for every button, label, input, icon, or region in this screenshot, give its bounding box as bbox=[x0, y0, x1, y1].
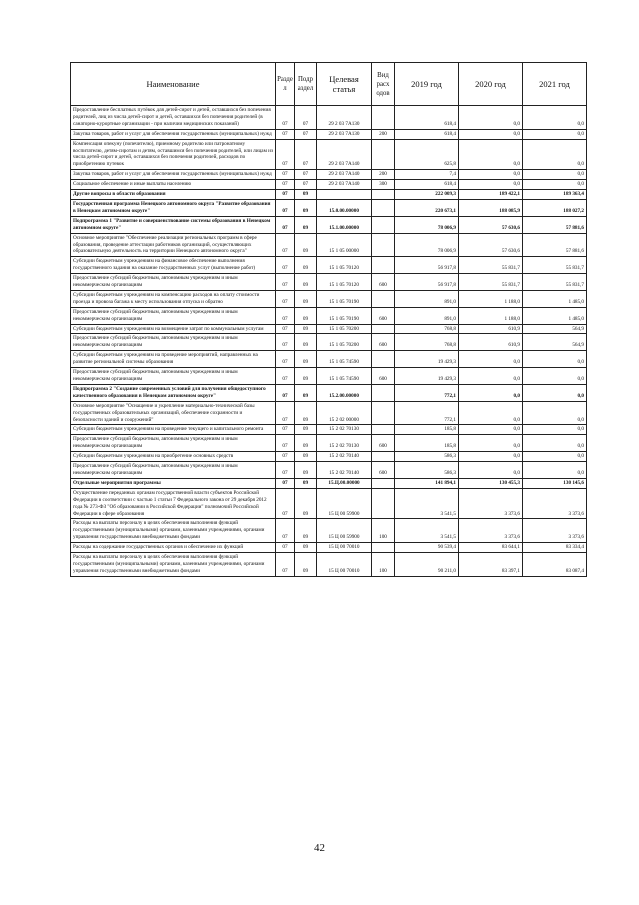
cell-podrazdel: 09 bbox=[295, 384, 317, 401]
cell-name: Основное мероприятие "Обеспечение реализации региональных программ в сфере образования, проведение аттестации работников организаций, осуществляющих образовательную деятельность на территории Ненецкого автономного округа" bbox=[71, 233, 276, 257]
cell-expense-type: 600 bbox=[372, 435, 395, 452]
cell-year-2019: 78 006,9 bbox=[395, 216, 459, 233]
table-row bbox=[71, 129, 587, 139]
cell-razdel: 07 bbox=[276, 106, 295, 130]
cell-target-article: 15 1 05 74590 bbox=[317, 351, 372, 368]
cell-year-2019: 772,1 bbox=[395, 384, 459, 401]
cell-target-article: 29 2 03 7А140 bbox=[317, 139, 372, 170]
cell-name: Расходы на содержание государственных органов и обеспечение их функций bbox=[71, 543, 276, 553]
header-year-2020: 2020 год bbox=[459, 63, 523, 106]
cell-razdel: 07 bbox=[276, 425, 295, 435]
cell-year-2021: 83 334,4 bbox=[523, 543, 587, 553]
cell-podrazdel: 09 bbox=[295, 190, 317, 200]
cell-year-2019: 891,0 bbox=[395, 290, 459, 307]
cell-podrazdel: 09 bbox=[295, 307, 317, 324]
cell-name: Субсидии бюджетным учреждениям на финансовое обеспечение выполнения государственного задания на оказание государственных услуг (выполнение работ) bbox=[71, 257, 276, 274]
cell-target-article: 15 2 02 70140 bbox=[317, 462, 372, 479]
cell-year-2019: 220 673,1 bbox=[395, 199, 459, 216]
table-row bbox=[71, 462, 587, 479]
header-year-2019: 2019 год bbox=[395, 63, 459, 106]
cell-expense-type bbox=[372, 106, 395, 130]
cell-razdel: 07 bbox=[276, 190, 295, 200]
cell-year-2021: 0,0 bbox=[523, 180, 587, 190]
cell-year-2021: 0,0 bbox=[523, 129, 587, 139]
cell-target-article: 15.0.00.00000 bbox=[317, 199, 372, 216]
cell-expense-type: 100 bbox=[372, 519, 395, 543]
cell-target-article: 15 1 05 70190 bbox=[317, 307, 372, 324]
cell-year-2020: 0,0 bbox=[459, 106, 523, 130]
cell-expense-type bbox=[372, 290, 395, 307]
cell-year-2021: 189 363,4 bbox=[523, 190, 587, 200]
cell-year-2020: 83 397,1 bbox=[459, 553, 523, 577]
cell-podrazdel: 09 bbox=[295, 351, 317, 368]
cell-podrazdel: 09 bbox=[295, 543, 317, 553]
cell-year-2020: 55 831,7 bbox=[459, 257, 523, 274]
cell-expense-type: 200 bbox=[372, 129, 395, 139]
cell-year-2019: 891,0 bbox=[395, 307, 459, 324]
cell-podrazdel: 09 bbox=[295, 462, 317, 479]
cell-razdel: 07 bbox=[276, 199, 295, 216]
cell-podrazdel: 09 bbox=[295, 290, 317, 307]
cell-expense-type: 600 bbox=[372, 274, 395, 291]
cell-year-2021: 0,0 bbox=[523, 384, 587, 401]
cell-year-2019: 185,8 bbox=[395, 435, 459, 452]
table-row bbox=[71, 543, 587, 553]
table-row bbox=[71, 307, 587, 324]
cell-year-2021: 55 831,7 bbox=[523, 257, 587, 274]
table-row bbox=[71, 180, 587, 190]
cell-target-article: 15 Ц 00 59900 bbox=[317, 519, 372, 543]
cell-year-2019: 222 009,3 bbox=[395, 190, 459, 200]
cell-podrazdel: 07 bbox=[295, 170, 317, 180]
table-row bbox=[71, 106, 587, 130]
cell-year-2021: 57 881,6 bbox=[523, 233, 587, 257]
cell-year-2019: 7,4 bbox=[395, 170, 459, 180]
cell-year-2021: 55 831,7 bbox=[523, 274, 587, 291]
cell-year-2020: 83 644,1 bbox=[459, 543, 523, 553]
cell-razdel: 07 bbox=[276, 351, 295, 368]
cell-target-article: 15 2 02 00000 bbox=[317, 401, 372, 425]
cell-podrazdel: 07 bbox=[295, 180, 317, 190]
table-row bbox=[71, 216, 587, 233]
cell-razdel: 07 bbox=[276, 216, 295, 233]
cell-name: Осуществление переданных органам государственной власти субъектов Российской Федерации в соответствии с частью 1 статьи 7 Федерального закона от 29 декабря 2012 года № 273-ФЗ "Об образовании в Российской Федерации" полномочий Российской Федерации в сфере образования bbox=[71, 488, 276, 519]
cell-name: Предоставление субсидий бюджетным, автономным учреждениям и иным некоммерческим организациям bbox=[71, 435, 276, 452]
cell-year-2019: 618,4 bbox=[395, 106, 459, 130]
cell-year-2021: 130 145,6 bbox=[523, 478, 587, 488]
cell-razdel: 07 bbox=[276, 180, 295, 190]
cell-name: Подпрограмма 1 "Развитие и совершенствование системы образования в Ненецком автономном округе" bbox=[71, 216, 276, 233]
cell-expense-type bbox=[372, 401, 395, 425]
cell-target-article: 15 2 02 70130 bbox=[317, 425, 372, 435]
cell-year-2020: 130 455,3 bbox=[459, 478, 523, 488]
cell-year-2020: 0,0 bbox=[459, 170, 523, 180]
cell-year-2020: 0,0 bbox=[459, 180, 523, 190]
cell-year-2019: 56 917,8 bbox=[395, 257, 459, 274]
table-row bbox=[71, 334, 587, 351]
cell-expense-type: 600 bbox=[372, 307, 395, 324]
cell-year-2020: 0,0 bbox=[459, 435, 523, 452]
cell-expense-type bbox=[372, 384, 395, 401]
cell-name: Расходы на выплаты персоналу в целях обеспечения выполнения функций государственными (муниципальными) органами, казенными учреждениями, органами управления государственными внебюджетными фондами bbox=[71, 519, 276, 543]
cell-expense-type: 100 bbox=[372, 553, 395, 577]
cell-year-2019: 3 541,5 bbox=[395, 519, 459, 543]
cell-year-2021: 564,9 bbox=[523, 324, 587, 334]
cell-name: Субсидии бюджетным учреждениям на проведение текущего и капитального ремонта bbox=[71, 425, 276, 435]
cell-razdel: 07 bbox=[276, 129, 295, 139]
cell-year-2020: 3 373,6 bbox=[459, 519, 523, 543]
cell-name: Расходы на выплаты персоналу в целях обеспечения выполнения функций государственными (муниципальными) органами, казенными учреждениями, органами управления государственными внебюджетными фондами bbox=[71, 553, 276, 577]
header-razdel: Разде л bbox=[276, 63, 295, 106]
cell-name: Субсидии бюджетным учреждениям на приобретение основных средств bbox=[71, 452, 276, 462]
cell-expense-type bbox=[372, 233, 395, 257]
cell-year-2020: 55 831,7 bbox=[459, 274, 523, 291]
cell-year-2020: 0,0 bbox=[459, 129, 523, 139]
cell-name: Предоставление субсидий бюджетным, автономным учреждениям и иным некоммерческим организациям bbox=[71, 274, 276, 291]
cell-year-2020: 0,0 bbox=[459, 462, 523, 479]
cell-target-article: 29 2 03 7А140 bbox=[317, 180, 372, 190]
cell-podrazdel: 09 bbox=[295, 334, 317, 351]
cell-year-2021: 3 373,6 bbox=[523, 488, 587, 519]
cell-podrazdel: 09 bbox=[295, 435, 317, 452]
cell-year-2019: 185,8 bbox=[395, 425, 459, 435]
cell-razdel: 07 bbox=[276, 543, 295, 553]
cell-year-2020: 57 630,6 bbox=[459, 216, 523, 233]
cell-year-2020: 3 373,6 bbox=[459, 488, 523, 519]
cell-year-2019: 19 429,3 bbox=[395, 368, 459, 385]
budget-table bbox=[70, 62, 587, 577]
cell-podrazdel: 09 bbox=[295, 425, 317, 435]
cell-razdel: 07 bbox=[276, 257, 295, 274]
table-row bbox=[71, 553, 587, 577]
cell-year-2021: 0,0 bbox=[523, 106, 587, 130]
cell-podrazdel: 07 bbox=[295, 139, 317, 170]
cell-name: Другие вопросы в области образования bbox=[71, 190, 276, 200]
budget-document bbox=[70, 62, 586, 577]
header-expense-type: Вид расх одов bbox=[372, 63, 395, 106]
cell-expense-type: 300 bbox=[372, 180, 395, 190]
cell-year-2019: 586,3 bbox=[395, 452, 459, 462]
table-row bbox=[71, 324, 587, 334]
cell-year-2021: 57 881,6 bbox=[523, 216, 587, 233]
table-row bbox=[71, 435, 587, 452]
cell-year-2020: 0,0 bbox=[459, 368, 523, 385]
cell-razdel: 07 bbox=[276, 233, 295, 257]
cell-name: Государственная программа Ненецкого автономного округа "Развитие образования в Ненецком автономном округе" bbox=[71, 199, 276, 216]
cell-name: Социальное обеспечение и иные выплаты населению bbox=[71, 180, 276, 190]
cell-razdel: 07 bbox=[276, 368, 295, 385]
cell-podrazdel: 09 bbox=[295, 519, 317, 543]
cell-year-2021: 1 485,0 bbox=[523, 307, 587, 324]
cell-name: Субсидии бюджетным учреждениям на проведение мероприятий, направленных на развитие региональной системы образования bbox=[71, 351, 276, 368]
cell-target-article: 15 Ц 00 70010 bbox=[317, 553, 372, 577]
cell-year-2021: 3 373,6 bbox=[523, 519, 587, 543]
cell-year-2019: 768,8 bbox=[395, 324, 459, 334]
cell-name: Субсидии бюджетным учреждениям на возмещение затрат по коммунальным услугам bbox=[71, 324, 276, 334]
cell-year-2020: 0,0 bbox=[459, 139, 523, 170]
cell-name: Субсидии бюджетным учреждениям на компенсацию расходов на оплату стоимости проезда и провоза багажа к месту использования отпуска и обратно bbox=[71, 290, 276, 307]
cell-podrazdel: 09 bbox=[295, 216, 317, 233]
cell-expense-type bbox=[372, 351, 395, 368]
cell-expense-type bbox=[372, 543, 395, 553]
table-row bbox=[71, 257, 587, 274]
cell-year-2019: 90 539,4 bbox=[395, 543, 459, 553]
cell-expense-type bbox=[372, 488, 395, 519]
cell-target-article: 29 2 03 7А140 bbox=[317, 170, 372, 180]
cell-year-2020: 1 188,0 bbox=[459, 290, 523, 307]
cell-year-2020: 0,0 bbox=[459, 401, 523, 425]
cell-year-2020: 189 422,1 bbox=[459, 190, 523, 200]
cell-podrazdel: 09 bbox=[295, 553, 317, 577]
table-row bbox=[71, 351, 587, 368]
cell-year-2019: 19 429,3 bbox=[395, 351, 459, 368]
cell-year-2021: 1 485,0 bbox=[523, 290, 587, 307]
table-row bbox=[71, 139, 587, 170]
cell-year-2019: 618,4 bbox=[395, 129, 459, 139]
cell-name: Закупка товаров, работ и услуг для обеспечения государственных (муниципальных) нужд bbox=[71, 129, 276, 139]
cell-year-2020: 57 630,6 bbox=[459, 233, 523, 257]
cell-target-article: 15 1 05 70200 bbox=[317, 334, 372, 351]
cell-target-article: 15 Ц 00 59900 bbox=[317, 488, 372, 519]
cell-razdel: 07 bbox=[276, 452, 295, 462]
cell-year-2021: 564,9 bbox=[523, 334, 587, 351]
cell-expense-type bbox=[372, 324, 395, 334]
cell-year-2019: 56 917,8 bbox=[395, 274, 459, 291]
header-year-2021: 2021 год bbox=[523, 63, 587, 106]
cell-target-article: 15 2 02 70140 bbox=[317, 452, 372, 462]
cell-razdel: 07 bbox=[276, 290, 295, 307]
cell-year-2021: 0,0 bbox=[523, 170, 587, 180]
cell-podrazdel: 09 bbox=[295, 324, 317, 334]
cell-expense-type bbox=[372, 425, 395, 435]
cell-name: Компенсация опекуну (попечителю), приемному родителю или патронатному воспитателю, детям-сиротам и детям, оставшимся без попечения родителей, или лицам из числа детей-сирот и детей, оставшихся без попечения родителей, расходов по приобретению путевок bbox=[71, 139, 276, 170]
cell-razdel: 07 bbox=[276, 462, 295, 479]
table-row bbox=[71, 170, 587, 180]
cell-razdel: 07 bbox=[276, 307, 295, 324]
cell-year-2020: 610,9 bbox=[459, 334, 523, 351]
cell-target-article: 15 1 05 00000 bbox=[317, 233, 372, 257]
cell-razdel: 07 bbox=[276, 519, 295, 543]
table-header-row bbox=[71, 63, 587, 106]
cell-target-article: 15 Ц 00 70010 bbox=[317, 543, 372, 553]
cell-target-article: 15 1 05 70190 bbox=[317, 290, 372, 307]
cell-year-2021: 188 027,2 bbox=[523, 199, 587, 216]
cell-expense-type bbox=[372, 478, 395, 488]
cell-razdel: 07 bbox=[276, 401, 295, 425]
cell-year-2021: 0,0 bbox=[523, 401, 587, 425]
cell-target-article: 15 1 05 70120 bbox=[317, 274, 372, 291]
cell-target-article bbox=[317, 190, 372, 200]
cell-year-2019: 141 894,1 bbox=[395, 478, 459, 488]
cell-target-article: 15 1 05 70120 bbox=[317, 257, 372, 274]
cell-podrazdel: 09 bbox=[295, 199, 317, 216]
cell-expense-type: 600 bbox=[372, 334, 395, 351]
cell-razdel: 07 bbox=[276, 384, 295, 401]
cell-name: Предоставление субсидий бюджетным, автономным учреждениям и иным некоммерческим организациям bbox=[71, 462, 276, 479]
cell-razdel: 07 bbox=[276, 324, 295, 334]
cell-razdel: 07 bbox=[276, 139, 295, 170]
table-row bbox=[71, 452, 587, 462]
cell-podrazdel: 09 bbox=[295, 257, 317, 274]
cell-year-2019: 625,8 bbox=[395, 139, 459, 170]
cell-year-2020: 0,0 bbox=[459, 425, 523, 435]
cell-razdel: 07 bbox=[276, 435, 295, 452]
cell-year-2021: 0,0 bbox=[523, 462, 587, 479]
cell-year-2021: 0,0 bbox=[523, 435, 587, 452]
table-row bbox=[71, 199, 587, 216]
cell-expense-type: 600 bbox=[372, 462, 395, 479]
table-row bbox=[71, 488, 587, 519]
cell-year-2019: 78 006,9 bbox=[395, 233, 459, 257]
cell-podrazdel: 09 bbox=[295, 274, 317, 291]
cell-target-article: 15 2 02 70130 bbox=[317, 435, 372, 452]
cell-podrazdel: 07 bbox=[295, 106, 317, 130]
cell-target-article: 15.1.00.00000 bbox=[317, 216, 372, 233]
cell-year-2021: 0,0 bbox=[523, 139, 587, 170]
cell-year-2020: 0,0 bbox=[459, 384, 523, 401]
cell-razdel: 07 bbox=[276, 274, 295, 291]
cell-year-2020: 610,9 bbox=[459, 324, 523, 334]
cell-year-2020: 1 188,0 bbox=[459, 307, 523, 324]
cell-year-2019: 90 211,0 bbox=[395, 553, 459, 577]
cell-razdel: 07 bbox=[276, 488, 295, 519]
cell-year-2019: 618,4 bbox=[395, 180, 459, 190]
cell-year-2021: 0,0 bbox=[523, 425, 587, 435]
table-row bbox=[71, 290, 587, 307]
cell-podrazdel: 09 bbox=[295, 233, 317, 257]
cell-target-article: 15 1 05 70200 bbox=[317, 324, 372, 334]
cell-name: Основное мероприятие "Оснащение и укрепление материально-технической базы государственных образовательных организаций, обеспечение сохранности и безопасности зданий и сооружений" bbox=[71, 401, 276, 425]
table-row bbox=[71, 190, 587, 200]
cell-expense-type bbox=[372, 199, 395, 216]
header-name: Наименование bbox=[71, 63, 276, 106]
cell-razdel: 07 bbox=[276, 170, 295, 180]
table-row bbox=[71, 274, 587, 291]
cell-razdel: 07 bbox=[276, 334, 295, 351]
cell-expense-type: 200 bbox=[372, 170, 395, 180]
table-body bbox=[71, 106, 587, 577]
cell-year-2019: 768,8 bbox=[395, 334, 459, 351]
page-number: 42 bbox=[314, 842, 325, 854]
cell-expense-type: 600 bbox=[372, 368, 395, 385]
cell-year-2019: 586,3 bbox=[395, 462, 459, 479]
cell-podrazdel: 09 bbox=[295, 488, 317, 519]
table-row bbox=[71, 401, 587, 425]
cell-podrazdel: 07 bbox=[295, 129, 317, 139]
cell-target-article: 29 2 03 7А130 bbox=[317, 106, 372, 130]
table-row bbox=[71, 233, 587, 257]
cell-target-article: 29 2 03 7А130 bbox=[317, 129, 372, 139]
table-row bbox=[71, 519, 587, 543]
cell-name: Закупка товаров, работ и услуг для обеспечения государственных (муниципальных) нужд bbox=[71, 170, 276, 180]
cell-expense-type bbox=[372, 452, 395, 462]
table-row bbox=[71, 384, 587, 401]
table-row bbox=[71, 368, 587, 385]
cell-podrazdel: 09 bbox=[295, 478, 317, 488]
cell-year-2021: 83 087,4 bbox=[523, 553, 587, 577]
cell-name: Предоставление субсидий бюджетным, автономным учреждениям и иным некоммерческим организациям bbox=[71, 307, 276, 324]
table-row bbox=[71, 478, 587, 488]
cell-year-2019: 3 541,5 bbox=[395, 488, 459, 519]
cell-year-2021: 0,0 bbox=[523, 351, 587, 368]
cell-name: Предоставление субсидий бюджетным, автономным учреждениям и иным некоммерческим организациям bbox=[71, 334, 276, 351]
cell-podrazdel: 09 bbox=[295, 368, 317, 385]
header-target-article: Целевая статья bbox=[317, 63, 372, 106]
cell-podrazdel: 09 bbox=[295, 452, 317, 462]
cell-razdel: 07 bbox=[276, 553, 295, 577]
cell-name: Предоставление субсидий бюджетным, автономным учреждениям и иным некоммерческим организациям bbox=[71, 368, 276, 385]
cell-year-2020: 0,0 bbox=[459, 452, 523, 462]
cell-razdel: 07 bbox=[276, 478, 295, 488]
cell-expense-type bbox=[372, 216, 395, 233]
header-podrazdel: Подр аздел bbox=[295, 63, 317, 106]
cell-podrazdel: 09 bbox=[295, 401, 317, 425]
cell-name: Отдельные мероприятия программы bbox=[71, 478, 276, 488]
cell-expense-type bbox=[372, 190, 395, 200]
cell-target-article: 15.Ц.00.00000 bbox=[317, 478, 372, 488]
cell-expense-type bbox=[372, 257, 395, 274]
cell-target-article: 15 1 05 74590 bbox=[317, 368, 372, 385]
cell-expense-type bbox=[372, 139, 395, 170]
cell-name: Предоставление бесплатных путёвок для детей-сирот и детей, оставшихся без попечения родителей, лиц из числа детей-сирот и детей, оставшихся без попечения родителей (в санаторно-курортные организации - при наличии медицинских показаний) bbox=[71, 106, 276, 130]
cell-year-2021: 0,0 bbox=[523, 452, 587, 462]
cell-year-2020: 0,0 bbox=[459, 351, 523, 368]
table-row bbox=[71, 425, 587, 435]
cell-year-2019: 772,1 bbox=[395, 401, 459, 425]
cell-name: Подпрограмма 2 "Создание современных условий для получения общедоступного качественного образования в Ненецком автономном округе" bbox=[71, 384, 276, 401]
cell-year-2020: 188 085,9 bbox=[459, 199, 523, 216]
cell-target-article: 15.2.00.00000 bbox=[317, 384, 372, 401]
cell-year-2021: 0,0 bbox=[523, 368, 587, 385]
